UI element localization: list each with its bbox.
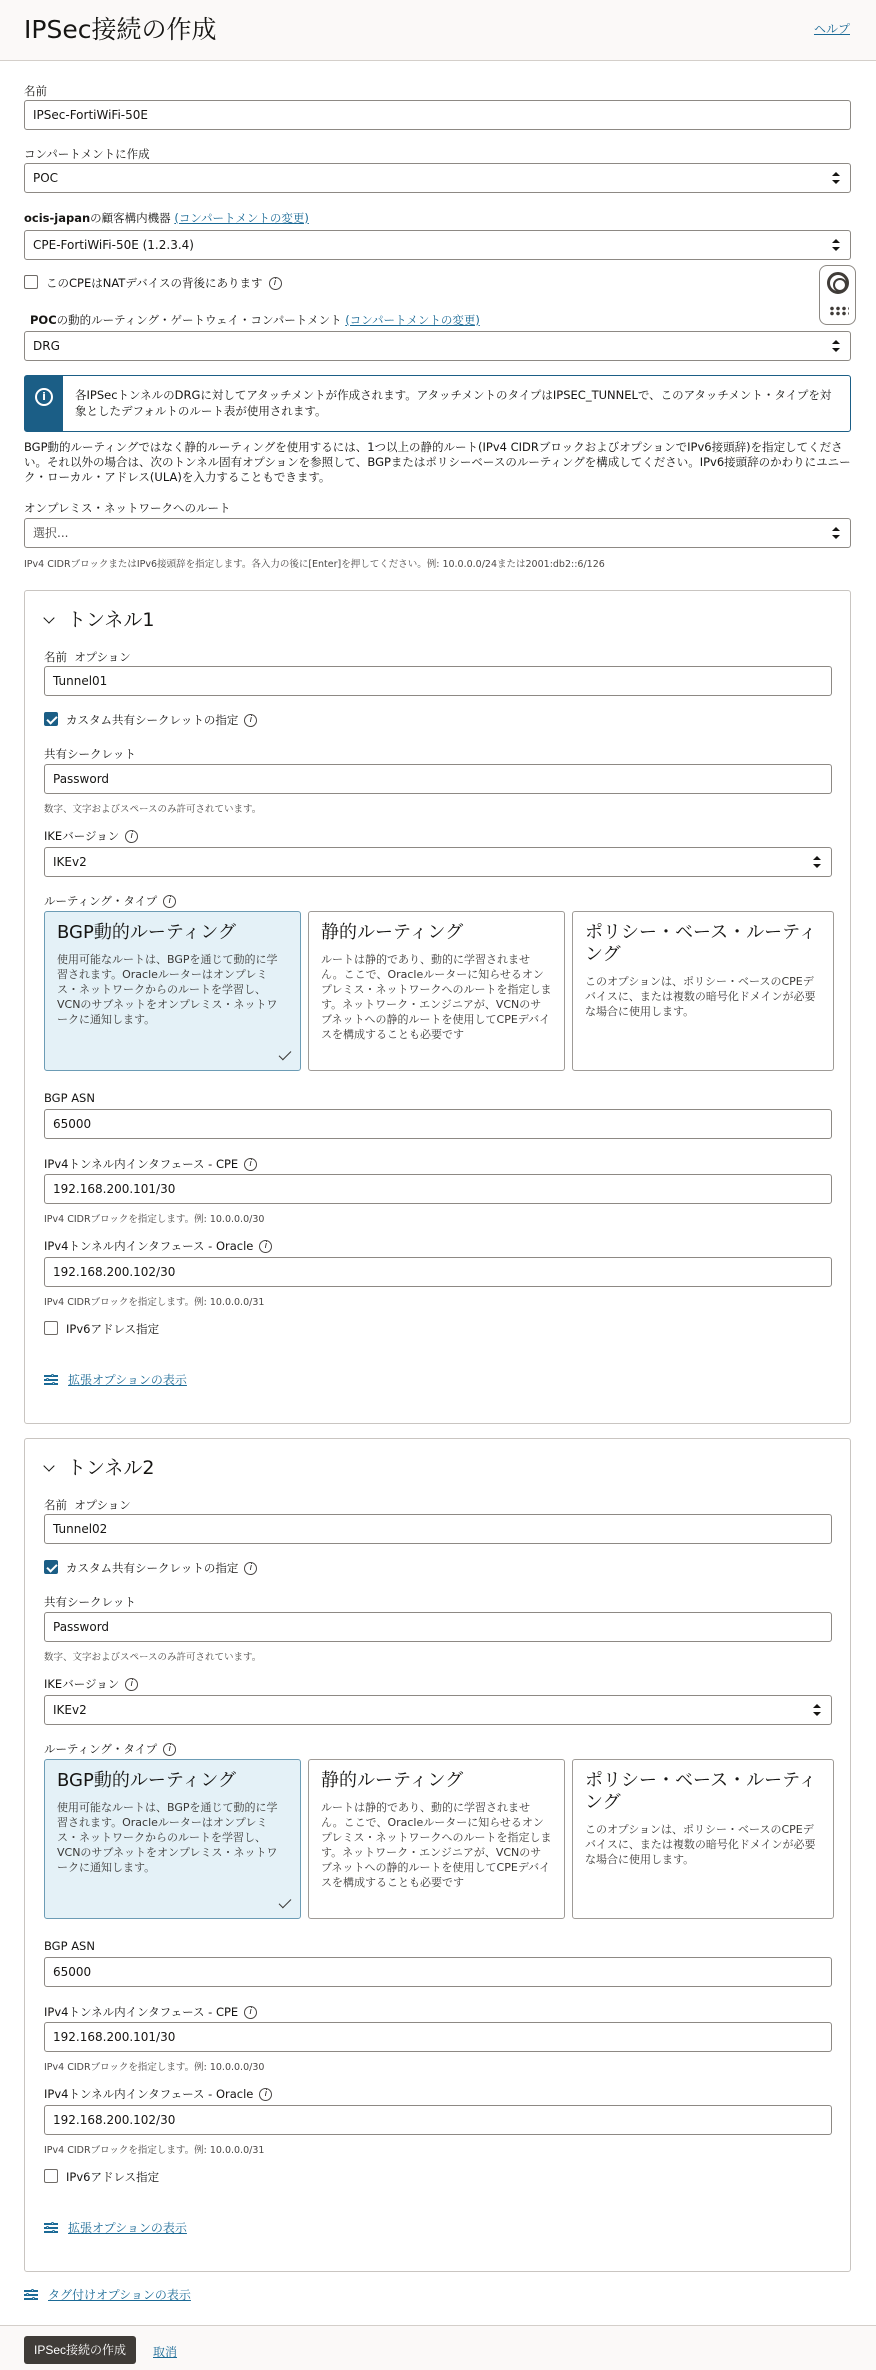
name-label: 名前 <box>24 84 47 98</box>
oracle-interface-hint: IPv4 CIDRブロックを指定します。例: 10.0.0.0/31 <box>44 1297 265 1308</box>
info-icon[interactable]: i <box>163 895 176 908</box>
onprem-routes-select[interactable]: 選択... <box>24 518 851 548</box>
shared-secret-input[interactable]: Password <box>44 1612 832 1642</box>
ipv6-label: IPv6アドレス指定 <box>66 2170 160 2184</box>
routing-option-title: 静的ルーティング <box>321 922 464 943</box>
cpe-interface-input[interactable]: 192.168.200.101/30 <box>44 2022 832 2052</box>
help-widget[interactable] <box>819 265 856 325</box>
grid-dots-icon <box>829 306 849 316</box>
bgp-asn-input[interactable]: 65000 <box>44 1109 832 1139</box>
tunnel-name-input[interactable]: Tunnel01 <box>44 666 832 696</box>
info-icon[interactable]: i <box>244 1562 257 1575</box>
drg-select[interactable]: DRG <box>24 331 851 361</box>
tunnel-2-title[interactable]: トンネル2 <box>45 1453 155 1480</box>
routing-option-title: ポリシー・ベース・ルーティング <box>585 1770 817 1813</box>
routing-option-desc: 使用可能なルートは、BGPを通じて動的に学習されます。Oracleルーターはオンプレミス・ネットワークからのルートを学習し、VCNのサブネットをオンプレミス・ネットワークに通知します。 <box>57 1801 278 1874</box>
bgp-asn-input[interactable]: 65000 <box>44 1957 832 1987</box>
custom-secret-checkbox[interactable] <box>44 1560 58 1574</box>
cpe-label: ocis-japanの顧客構内機器 (コンパートメントの変更) <box>24 211 309 225</box>
info-icon[interactable]: i <box>125 830 138 843</box>
check-icon <box>279 1896 292 1909</box>
nat-checkbox[interactable] <box>24 275 38 289</box>
info-icon[interactable]: i <box>163 1743 176 1756</box>
oracle-interface-label: IPv4トンネル内インタフェース - Oracle i <box>44 1238 272 1254</box>
drg-label: POCの動的ルーティング・ゲートウェイ・コンパートメント (コンパートメントの変更) <box>30 313 480 327</box>
sliders-icon <box>24 2289 38 2301</box>
show-tagging-options-link[interactable]: タグ付けオプションの表示 <box>24 2286 191 2303</box>
routing-option-policy[interactable] <box>572 911 834 1071</box>
info-icon: i <box>35 388 53 406</box>
routing-type-label: ルーティング・タイプ i <box>44 1741 176 1757</box>
bgp-asn-label: BGP ASN <box>44 1939 95 1953</box>
routing-option-title: BGP動的ルーティング <box>57 1770 237 1791</box>
routing-option-desc: ルートは静的であり、動的に学習されません。ここで、Oracleルーターに知らせるオンプレミス・ネットワークへのルートを指定します。ネットワーク・エンジニアが、VCNのサブネットへの静的ルートを使用してCPEデバイスを構成することも必要です <box>321 953 552 1041</box>
ike-version-select[interactable]: IKEv2 <box>44 1695 832 1725</box>
footer <box>0 2325 876 2370</box>
show-advanced-options-link[interactable]: 拡張オプションの表示 <box>44 2219 187 2236</box>
ike-version-label: IKEバージョン i <box>44 828 138 844</box>
cpe-interface-label: IPv4トンネル内インタフェース - CPE i <box>44 1156 257 1172</box>
info-icon[interactable]: i <box>244 1158 257 1171</box>
help-link[interactable]: ヘルプ <box>813 22 850 36</box>
custom-secret-label: カスタム共有シークレットの指定 i <box>66 1560 257 1576</box>
page-header <box>0 0 876 61</box>
oracle-interface-input[interactable]: 192.168.200.102/30 <box>44 2105 832 2135</box>
routing-option-title: BGP動的ルーティング <box>57 922 237 943</box>
cpe-interface-label: IPv4トンネル内インタフェース - CPE i <box>44 2004 257 2020</box>
lifebuoy-icon <box>827 272 849 294</box>
routing-option-bgp[interactable] <box>44 1759 301 1919</box>
routing-option-policy[interactable] <box>572 1759 834 1919</box>
custom-secret-label: カスタム共有シークレットの指定 i <box>66 712 257 728</box>
shared-secret-hint: 数字、文字およびスペースのみ許可されています。 <box>44 1652 262 1663</box>
onprem-routes-label: オンプレミス・ネットワークへのルート <box>24 501 231 515</box>
chevron-down-icon <box>43 1460 54 1471</box>
shared-secret-input[interactable]: Password <box>44 764 832 794</box>
ipv6-label: IPv6アドレス指定 <box>66 1322 160 1336</box>
cpe-interface-hint: IPv4 CIDRブロックを指定します。例: 10.0.0.0/30 <box>44 1214 265 1225</box>
routing-type-label: ルーティング・タイプ i <box>44 893 176 909</box>
tunnel-1-title[interactable]: トンネル1 <box>45 605 155 632</box>
shared-secret-label: 共有シークレット <box>44 1595 136 1609</box>
shared-secret-hint: 数字、文字およびスペースのみ許可されています。 <box>44 804 262 815</box>
info-icon[interactable]: i <box>259 2088 272 2101</box>
custom-secret-checkbox[interactable] <box>44 712 58 726</box>
nat-label: このCPEはNATデバイスの背後にあります i <box>46 275 282 291</box>
routing-option-desc: 使用可能なルートは、BGPを通じて動的に学習されます。Oracleルーターはオンプレミス・ネットワークからのルートを学習し、VCNのサブネットをオンプレミス・ネットワークに通知します。 <box>57 953 278 1026</box>
tunnel-name-input[interactable]: Tunnel02 <box>44 1514 832 1544</box>
compartment-label: コンパートメントに作成 <box>24 147 150 161</box>
ike-version-select[interactable]: IKEv2 <box>44 847 832 877</box>
ipv6-checkbox[interactable] <box>44 1321 58 1335</box>
cpe-select[interactable]: CPE-FortiWiFi-50E (1.2.3.4) <box>24 230 851 260</box>
chevron-down-icon <box>43 612 54 623</box>
ipv6-checkbox[interactable] <box>44 2169 58 2183</box>
info-banner-text: 各IPSecトンネルのDRGに対してアタッチメントが作成されます。アタッチメントのタイプはIPSEC_TUNNELで、このアタッチメント・タイプを対象としたデフォルトのルート表が使用されます。 <box>75 388 832 418</box>
routing-type-options <box>44 1759 834 1919</box>
static-routing-notice: BGP動的ルーティングではなく静的ルーティングを使用するには、1つ以上の静的ルート(IPv4 CIDRブロックおよびオプションでIPv6接頭辞)を指定してください。それ以外の場合は、次のトンネル固有オプションを参照して、BGPまたはポリシーベースのルーティングを構成してください。IPv6接頭辞のかわりにユニーク・ローカル・アドレス(ULA)を入力することもできます。 <box>24 440 851 484</box>
name-input[interactable]: IPSec-FortiWiFi-50E <box>24 100 851 130</box>
bgp-asn-label: BGP ASN <box>44 1091 95 1105</box>
cancel-link[interactable]: 取消 <box>153 2345 178 2359</box>
routing-option-bgp[interactable] <box>44 911 301 1071</box>
sliders-icon <box>44 1374 58 1386</box>
routing-option-static[interactable] <box>308 1759 565 1919</box>
show-advanced-options-link[interactable]: 拡張オプションの表示 <box>44 1371 187 1388</box>
create-ipsec-button[interactable]: IPSec接続の作成 <box>24 2336 136 2364</box>
info-icon[interactable]: i <box>244 2006 257 2019</box>
sliders-icon <box>44 2222 58 2234</box>
drg-change-compartment-link[interactable]: (コンパートメントの変更) <box>345 313 480 327</box>
cpe-interface-input[interactable]: 192.168.200.101/30 <box>44 1174 832 1204</box>
routing-option-desc: このオプションは、ポリシー・ベースのCPEデバイスに、または複数の暗号化ドメインが必要な場合に使用します。 <box>585 975 816 1018</box>
shared-secret-label: 共有シークレット <box>44 747 136 761</box>
routing-option-title: ポリシー・ベース・ルーティング <box>585 922 817 965</box>
tunnel-name-label: 名前 オプション <box>44 1498 131 1512</box>
tunnel-name-label: 名前 オプション <box>44 650 131 664</box>
tunnel-1-panel <box>24 590 851 1424</box>
routing-option-desc: ルートは静的であり、動的に学習されません。ここで、Oracleルーターに知らせるオンプレミス・ネットワークへのルートを指定します。ネットワーク・エンジニアが、VCNのサブネットへの静的ルートを使用してCPEデバイスを構成することも必要です <box>321 1801 552 1889</box>
routing-option-desc: このオプションは、ポリシー・ベースのCPEデバイスに、または複数の暗号化ドメインが必要な場合に使用します。 <box>585 1823 816 1866</box>
routing-type-options <box>44 911 834 1071</box>
oracle-interface-label: IPv4トンネル内インタフェース - Oracle i <box>44 2086 272 2102</box>
tunnel-2-panel <box>24 1438 851 2272</box>
info-icon[interactable]: i <box>259 1240 272 1253</box>
onprem-routes-hint: IPv4 CIDRブロックまたはIPv6接頭辞を指定します。各入力の後に[Enter]を押してください。例: 10.0.0.0/24または2001:db2::6/126 <box>24 559 605 570</box>
info-icon[interactable]: i <box>125 1678 138 1691</box>
cpe-change-compartment-link[interactable]: (コンパートメントの変更) <box>174 211 309 225</box>
info-icon[interactable]: i <box>244 714 257 727</box>
info-banner <box>24 375 851 432</box>
routing-option-static[interactable] <box>308 911 565 1071</box>
info-icon[interactable]: i <box>269 277 282 290</box>
cpe-interface-hint: IPv4 CIDRブロックを指定します。例: 10.0.0.0/30 <box>44 2062 265 2073</box>
ike-version-label: IKEバージョン i <box>44 1676 138 1692</box>
page-title: IPSec接続の作成 <box>24 15 217 44</box>
routing-option-title: 静的ルーティング <box>321 1770 464 1791</box>
check-icon <box>279 1048 292 1061</box>
compartment-select[interactable]: POC <box>24 163 851 193</box>
oracle-interface-hint: IPv4 CIDRブロックを指定します。例: 10.0.0.0/31 <box>44 2145 265 2156</box>
oracle-interface-input[interactable]: 192.168.200.102/30 <box>44 1257 832 1287</box>
